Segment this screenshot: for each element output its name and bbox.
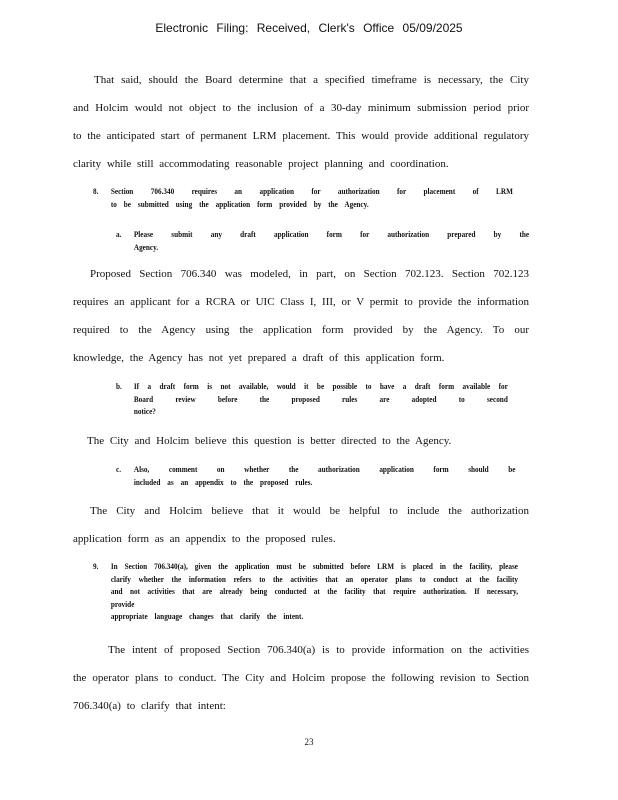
question-number: 9. <box>93 561 99 571</box>
question-number: 8. <box>93 186 99 196</box>
paragraph-timeframe: That said, should the Board determine that a specified timeframe is necessary, the City and Holcim would not object to the inclusion of a 30-day minimum submission period prior to the anticipated start of permanent LRM placement. This would provide additional regulatory clarity while still accommodating reasonable project planning and coordination. <box>73 74 529 170</box>
filing-header: Electronic Filing: Received, Clerk's Office 05/09/2025 <box>155 21 463 35</box>
question-text: Also, comment on whether the authorization application form should be included as an appendix to the proposed rules. <box>133 464 516 487</box>
paragraph-section-706-340: Proposed Section 706.340 was modeled, in part, on Section 702.123. Section 702.123 requires an applicant for a RCRA or UIC Class I, III, or V permit to provide the information required to the Agency using the application form provided by the Agency. To our knowledge, the Agency has not yet prepared a draft of this application form. <box>73 268 529 364</box>
paragraph-intent: The intent of proposed Section 706.340(a) is to provide information on the activities the operator plans to conduct. The City and Holcim propose the following revision to Section 706.340(a) to clarify that intent: <box>73 644 529 712</box>
question-text: In Section 706.340(a), given the application must be submitted before LRM is placed in the facility, please clarify whether the information refers to the activities that an operator plans to conduct at the facility and not activities that are already being conducted at the facility that require authorization. If necessary, provide appropriate language changes that clarify the intent. <box>110 561 519 621</box>
paragraph-directed-to-agency: The City and Holcim believe this question is better directed to the Agency. <box>87 435 452 447</box>
question-text: Section 706.340 requires an application for authorization for placement of LRM to be submitted using the application form provided by the Agency. <box>110 186 513 209</box>
page-number: 23 <box>304 737 314 747</box>
question-text: If a draft form is not available, would it be possible to have a draft form available for Board review before the proposed rules are adopted to second notice? <box>133 381 508 416</box>
question-number: b. <box>116 381 122 391</box>
question-number: a. <box>116 229 122 239</box>
question-number: c. <box>116 464 122 474</box>
question-text: Please submit any draft application form for authorization prepared by the Agency. <box>133 229 530 252</box>
paragraph-appendix: The City and Holcim believe that it would be helpful to include the authorization application form as an appendix to the proposed rules. <box>73 505 529 545</box>
